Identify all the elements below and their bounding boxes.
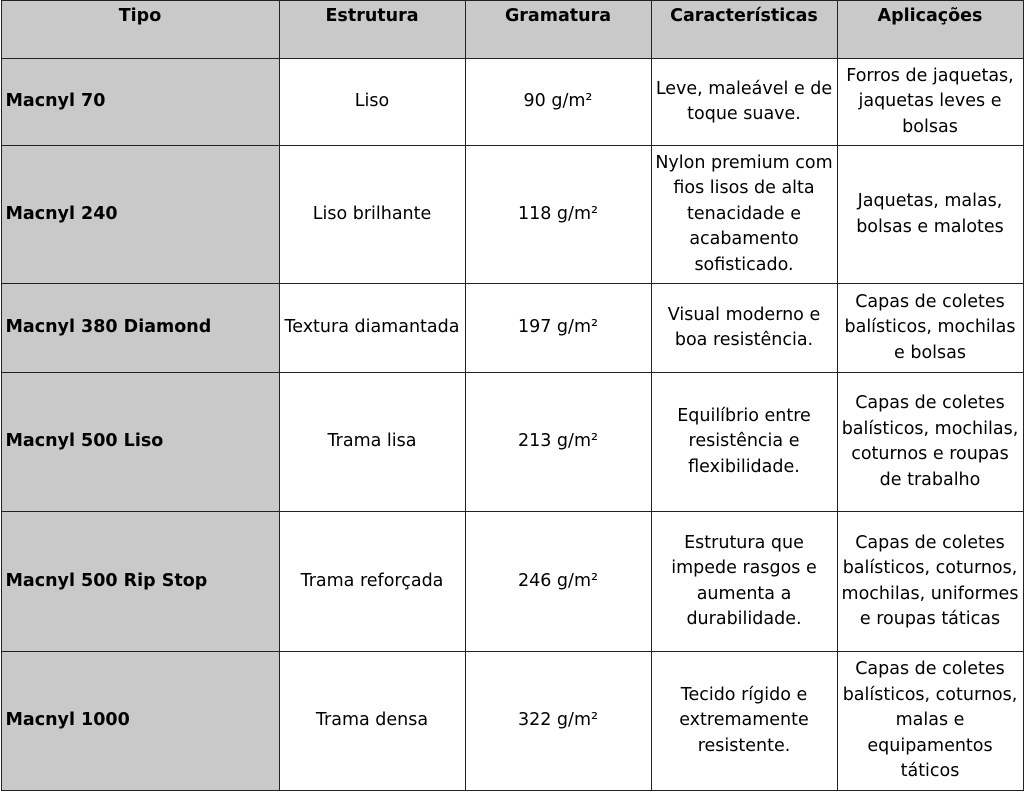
- cell-caracteristicas: Equilíbrio entre resistência e flexibilidade.: [651, 373, 837, 512]
- cell-caracteristicas: Nylon premium com fios lisos de alta tenacidade e acabamento sofisticado.: [651, 146, 837, 284]
- cell-estrutura: Trama reforçada: [279, 512, 465, 652]
- cell-estrutura: Trama lisa: [279, 373, 465, 512]
- cell-caracteristicas: Leve, maleável e de toque suave.: [651, 59, 837, 146]
- cell-aplicacoes: Capas de coletes balísticos, mochilas, coturnos e roupas de trabalho: [837, 373, 1023, 512]
- cell-caracteristicas: Visual moderno e boa resistência.: [651, 284, 837, 373]
- header-caracteristicas: Características: [651, 1, 837, 59]
- table-header-row: [1, 1, 1023, 59]
- cell-aplicacoes: Capas de coletes balísticos, mochilas e bolsas: [837, 284, 1023, 373]
- cell-caracteristicas: Estrutura que impede rasgos e aumenta a durabilidade.: [651, 512, 837, 652]
- cell-estrutura: Textura diamantada: [279, 284, 465, 373]
- cell-aplicacoes: Jaquetas, malas, bolsas e malotes: [837, 146, 1023, 284]
- header-aplicacoes: Aplicações: [837, 1, 1023, 59]
- cell-estrutura: Trama densa: [279, 652, 465, 791]
- table-row: [1, 59, 1023, 146]
- cell-gramatura: 213 g/m²: [465, 373, 651, 512]
- cell-gramatura: 197 g/m²: [465, 284, 651, 373]
- cell-aplicacoes: Capas de coletes balísticos, coturnos, mochilas, uniformes e roupas táticas: [837, 512, 1023, 652]
- cell-caracteristicas: Tecido rígido e extremamente resistente.: [651, 652, 837, 791]
- header-gramatura: Gramatura: [465, 1, 651, 59]
- cell-tipo: Macnyl 1000: [1, 652, 279, 791]
- cell-aplicacoes: Forros de jaquetas, jaquetas leves e bolsas: [837, 59, 1023, 146]
- cell-gramatura: 118 g/m²: [465, 146, 651, 284]
- header-estrutura: Estrutura: [279, 1, 465, 59]
- cell-tipo: Macnyl 240: [1, 146, 279, 284]
- cell-gramatura: 246 g/m²: [465, 512, 651, 652]
- fabric-spec-table: [1, 0, 1024, 791]
- cell-tipo: Macnyl 70: [1, 59, 279, 146]
- table-row: [1, 512, 1023, 652]
- cell-estrutura: Liso: [279, 59, 465, 146]
- table-row: [1, 146, 1023, 284]
- cell-estrutura: Liso brilhante: [279, 146, 465, 284]
- header-tipo: Tipo: [1, 1, 279, 59]
- cell-aplicacoes: Capas de coletes balísticos, coturnos, malas e equipamentos táticos: [837, 652, 1023, 791]
- cell-tipo: Macnyl 500 Rip Stop: [1, 512, 279, 652]
- table-row: [1, 373, 1023, 512]
- table-row: [1, 284, 1023, 373]
- cell-gramatura: 322 g/m²: [465, 652, 651, 791]
- table-row: [1, 652, 1023, 791]
- cell-tipo: Macnyl 500 Liso: [1, 373, 279, 512]
- cell-tipo: Macnyl 380 Diamond: [1, 284, 279, 373]
- cell-gramatura: 90 g/m²: [465, 59, 651, 146]
